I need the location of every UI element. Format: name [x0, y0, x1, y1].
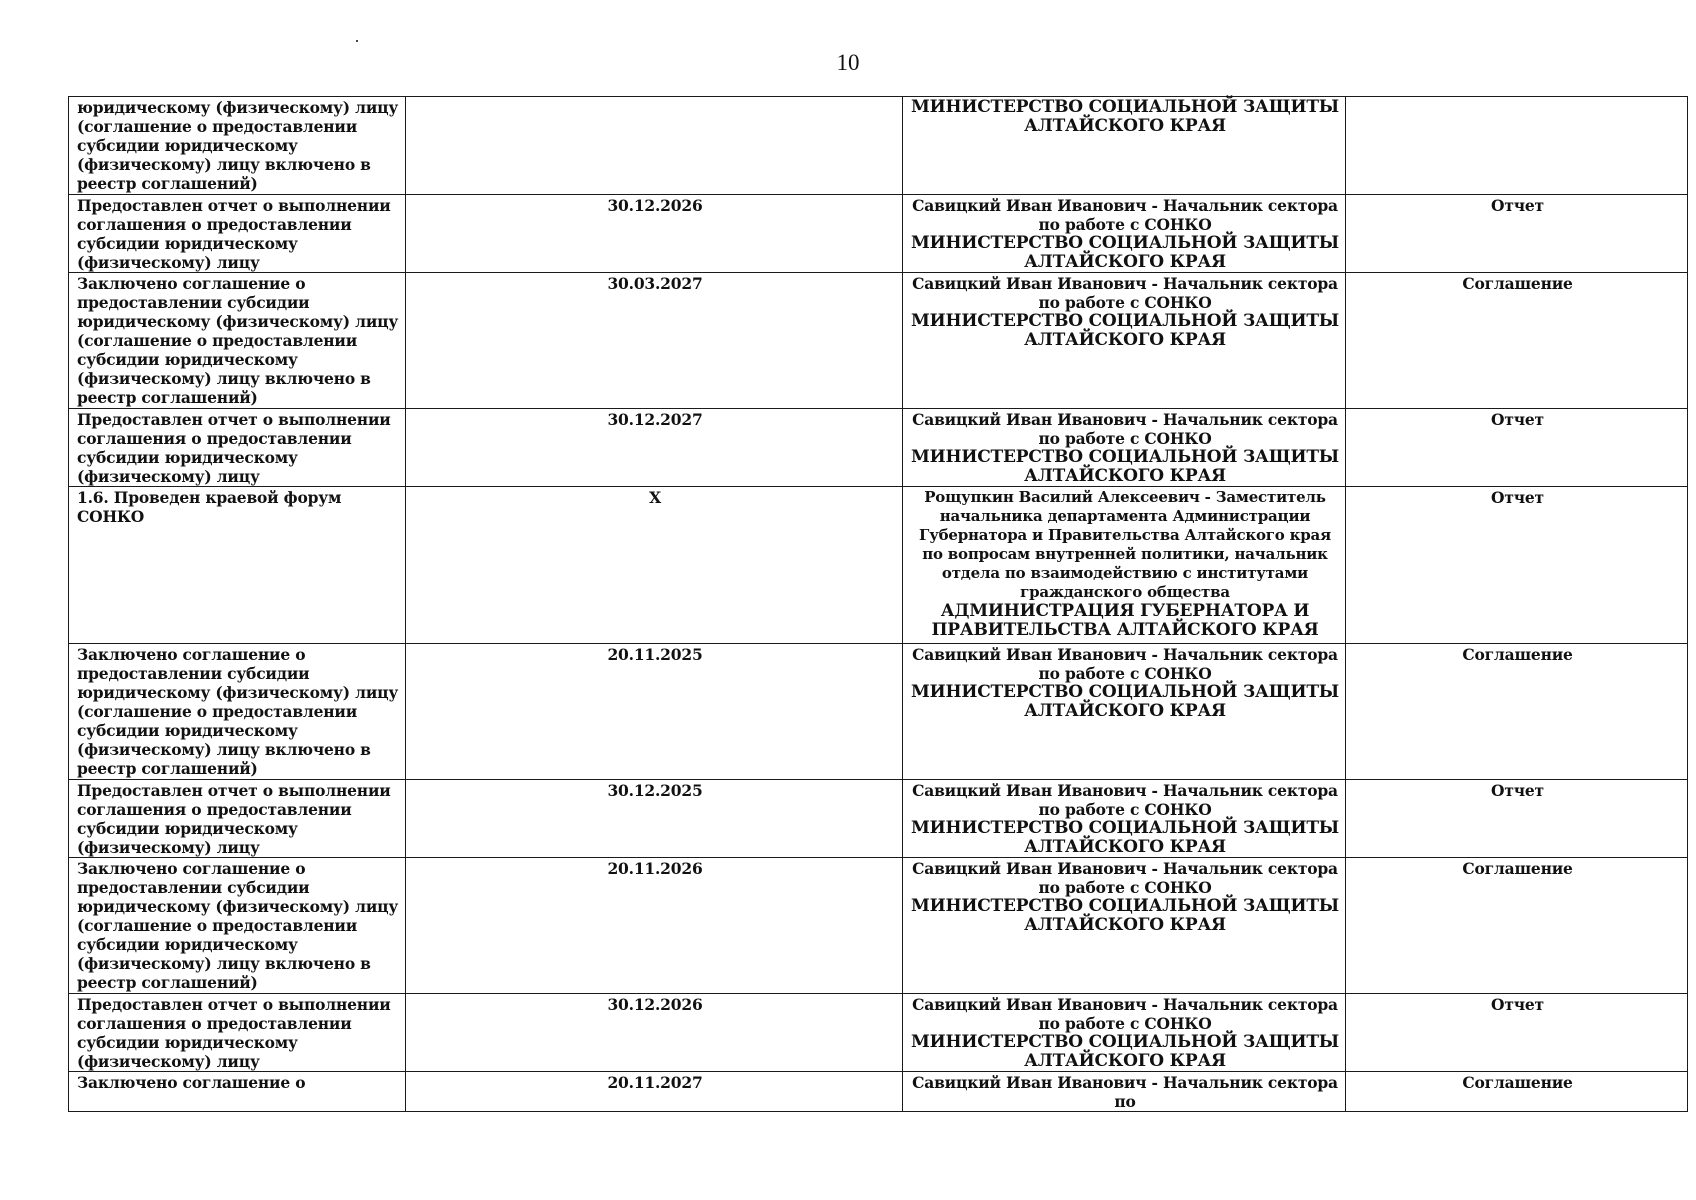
table-row: [69, 644, 1688, 780]
date-cell: X: [406, 487, 903, 644]
responsible-person: Савицкий Иван Иванович - Начальник сектора по работе с СОНКО: [912, 410, 1338, 448]
date-cell: [406, 97, 903, 195]
responsible-org: МИНИСТЕРСТВО СОЦИАЛЬНОЙ ЗАЩИТЫ АЛТАЙСКОГО КРАЯ: [911, 311, 1340, 350]
event-cell: 1.6. Проведен краевой форум СОНКО: [69, 487, 406, 644]
responsible-cell: [903, 273, 1346, 409]
event-cell: Заключено соглашение о предоставлении субсидии юридическому (физическому) лицу (соглашение о предоставлении субсидии юридическому (физическому) лицу включено в реестр соглашений): [69, 273, 406, 409]
responsible-org: МИНИСТЕРСТВО СОЦИАЛЬНОЙ ЗАЩИТЫ АЛТАЙСКОГО КРАЯ: [911, 447, 1340, 486]
responsible-org: МИНИСТЕРСТВО СОЦИАЛЬНОЙ ЗАЩИТЫ АЛТАЙСКОГО КРАЯ: [911, 233, 1340, 272]
table-row: [69, 780, 1688, 858]
document-cell: Отчет: [1346, 409, 1688, 487]
event-cell: Заключено соглашение о: [69, 1072, 406, 1112]
responsible-cell: [903, 195, 1346, 273]
event-cell: Предоставлен отчет о выполнении соглашения о предоставлении субсидии юридическому (физическому) лицу: [69, 409, 406, 487]
table-row: [69, 273, 1688, 409]
responsible-org: МИНИСТЕРСТВО СОЦИАЛЬНОЙ ЗАЩИТЫ АЛТАЙСКОГО КРАЯ: [911, 97, 1340, 136]
document-cell: Отчет: [1346, 195, 1688, 273]
responsible-person: Савицкий Иван Иванович - Начальник сектора по работе с СОНКО: [912, 995, 1338, 1033]
document-cell: Соглашение: [1346, 858, 1688, 994]
responsible-org: МИНИСТЕРСТВО СОЦИАЛЬНОЙ ЗАЩИТЫ АЛТАЙСКОГО КРАЯ: [911, 818, 1340, 857]
date-cell: 30.12.2026: [406, 195, 903, 273]
document-cell: [1346, 97, 1688, 195]
scan-speck: [356, 40, 358, 42]
date-cell: 30.12.2027: [406, 409, 903, 487]
responsible-cell: [903, 994, 1346, 1072]
responsible-org: МИНИСТЕРСТВО СОЦИАЛЬНОЙ ЗАЩИТЫ АЛТАЙСКОГО КРАЯ: [911, 896, 1340, 935]
event-cell: Заключено соглашение о предоставлении субсидии юридическому (физическому) лицу (соглашение о предоставлении субсидии юридическому (физическому) лицу включено в реестр соглашений): [69, 644, 406, 780]
responsible-person: Савицкий Иван Иванович - Начальник сектора по работе с СОНКО: [912, 781, 1338, 819]
document-cell: Отчет: [1346, 487, 1688, 644]
date-cell: 20.11.2026: [406, 858, 903, 994]
responsible-person: Савицкий Иван Иванович - Начальник сектора по работе с СОНКО: [912, 274, 1338, 312]
responsible-cell: [903, 644, 1346, 780]
responsible-org: МИНИСТЕРСТВО СОЦИАЛЬНОЙ ЗАЩИТЫ АЛТАЙСКОГО КРАЯ: [911, 1032, 1340, 1071]
table-row: [69, 195, 1688, 273]
event-cell: юридическому (физическому) лицу (соглашение о предоставлении субсидии юридическому (физическому) лицу включено в реестр соглашений): [69, 97, 406, 195]
date-cell: 20.11.2027: [406, 1072, 903, 1112]
date-cell: 30.12.2025: [406, 780, 903, 858]
responsible-person: Савицкий Иван Иванович - Начальник сектора по: [912, 1073, 1338, 1111]
document-cell: Соглашение: [1346, 1072, 1688, 1112]
event-cell: Предоставлен отчет о выполнении соглашения о предоставлении субсидии юридическому (физическому) лицу: [69, 195, 406, 273]
event-cell: Предоставлен отчет о выполнении соглашения о предоставлении субсидии юридическому (физическому) лицу: [69, 780, 406, 858]
page-number: 10: [836, 50, 860, 75]
date-cell: 30.12.2026: [406, 994, 903, 1072]
responsible-person: Савицкий Иван Иванович - Начальник сектора по работе с СОНКО: [912, 645, 1338, 683]
table-row: [69, 97, 1688, 195]
date-cell: 20.11.2025: [406, 644, 903, 780]
responsible-cell: [903, 780, 1346, 858]
table-row: [69, 409, 1688, 487]
responsible-org: АДМИНИСТРАЦИЯ ГУБЕРНАТОРА И ПРАВИТЕЛЬСТВА АЛТАЙСКОГО КРАЯ: [931, 601, 1319, 640]
event-cell: Предоставлен отчет о выполнении соглашения о предоставлении субсидии юридическому (физическому) лицу: [69, 994, 406, 1072]
table-row: [69, 1072, 1688, 1112]
responsible-cell: [903, 487, 1346, 644]
responsible-cell: [903, 858, 1346, 994]
responsible-org: МИНИСТЕРСТВО СОЦИАЛЬНОЙ ЗАЩИТЫ АЛТАЙСКОГО КРАЯ: [911, 682, 1340, 721]
responsible-person: Рощупкин Василий Алексеевич - Заместитель начальника департамента Администрации Губернатора и Правительства Алтайского края по вопросам внутренней политики, начальник отдела по взаимодействию с институтами гражданского общества: [919, 488, 1331, 601]
document-cell: Соглашение: [1346, 273, 1688, 409]
responsible-person: Савицкий Иван Иванович - Начальник сектора по работе с СОНКО: [912, 859, 1338, 897]
event-cell: Заключено соглашение о предоставлении субсидии юридическому (физическому) лицу (соглашение о предоставлении субсидии юридическому (физическому) лицу включено в реестр соглашений): [69, 858, 406, 994]
plan-table: [68, 96, 1688, 1112]
table-row: [69, 487, 1688, 644]
responsible-person: Савицкий Иван Иванович - Начальник сектора по работе с СОНКО: [912, 196, 1338, 234]
document-cell: Соглашение: [1346, 644, 1688, 780]
table-row: [69, 994, 1688, 1072]
document-cell: Отчет: [1346, 994, 1688, 1072]
responsible-cell: [903, 1072, 1346, 1112]
responsible-cell: [903, 409, 1346, 487]
table-row: [69, 858, 1688, 994]
responsible-cell: [903, 97, 1346, 195]
date-cell: 30.03.2027: [406, 273, 903, 409]
document-cell: Отчет: [1346, 780, 1688, 858]
